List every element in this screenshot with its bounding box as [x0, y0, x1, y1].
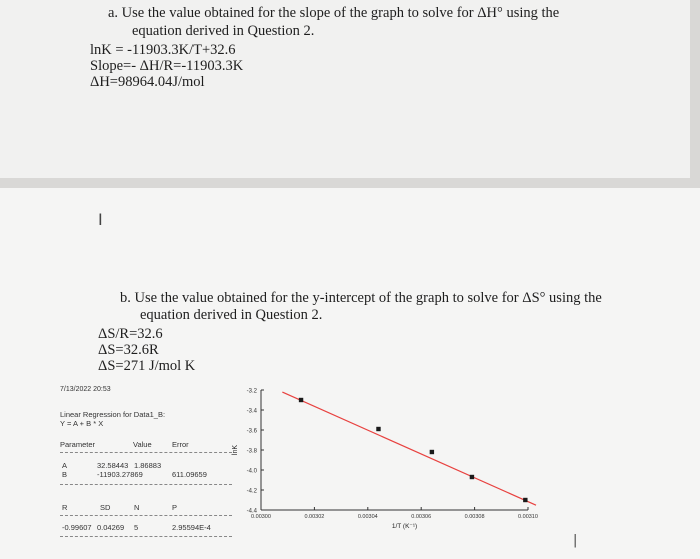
text-cursor-icon: I — [98, 210, 103, 229]
data-point — [430, 450, 434, 454]
row-b-error: 611.09659 — [172, 470, 207, 479]
part-b-question-line1: b. Use the value obtained for the y-intercept of the graph to solve for ΔS° using the — [120, 290, 602, 306]
regression-table1-divider — [60, 452, 232, 453]
x-tick-label: 0.00304 — [357, 514, 378, 520]
regression-header-n: N — [134, 503, 140, 512]
y-axis-label: lnK — [232, 444, 239, 456]
text-caret: | — [573, 533, 578, 548]
part-b-answer-line1: ΔS/R=32.6 — [98, 326, 163, 342]
data-point — [470, 475, 474, 479]
regression-timestamp: 7/13/2022 20:53 — [60, 386, 111, 393]
regression-header-r: R — [62, 503, 68, 512]
row-b-label: B — [62, 470, 68, 479]
x-axis-label: 1/T (K⁻¹) — [391, 523, 418, 530]
y-tick-label: -3.4 — [246, 408, 257, 415]
part-a-question-line2: equation derived in Question 2. — [132, 23, 315, 39]
part-b-answer-line2: ΔS=32.6R — [98, 342, 159, 358]
x-tick-label: 0.00300 — [251, 514, 271, 520]
data-point — [523, 498, 527, 502]
data-point — [299, 398, 303, 402]
part-a-answer-line2: Slope=- ΔH/R=-11903.3K — [90, 58, 244, 74]
regression-r-value: -0.99607 — [62, 523, 92, 532]
fit-line — [282, 392, 536, 505]
row-a-value: 32.58443 — [97, 461, 129, 470]
x-tick-label: 0.00310 — [518, 514, 538, 520]
part-a-question-line1: a. Use the value obtained for the slope of the graph to solve for ΔH° using the — [108, 5, 560, 21]
row-b-value: -11903.27869 — [97, 470, 143, 479]
regression-title: Linear Regression for Data1_B: — [60, 410, 166, 419]
y-tick-label: -4.2 — [246, 488, 257, 495]
x-tick-label: 0.00308 — [464, 514, 485, 520]
regression-p-value: 2.95594E-4 — [172, 523, 211, 532]
y-tick-label: -4.0 — [246, 468, 257, 475]
part-a-answer-line1: lnK = -11903.3K/T+32.6 — [90, 42, 236, 58]
row-a-label: A — [62, 461, 68, 470]
y-tick-label: -3.2 — [246, 388, 257, 395]
lnk-vs-inverse-t-chart — [228, 384, 538, 544]
data-point — [376, 427, 380, 431]
part-a-answer-line3: ΔH=98964.04J/mol — [90, 74, 205, 90]
row-a-error: 1.86883 — [134, 461, 162, 470]
part-b-answer-line3: ΔS=271 J/mol K — [98, 358, 196, 374]
x-tick-label: 0.00306 — [411, 514, 432, 520]
x-tick-label: 0.00302 — [304, 514, 325, 520]
regression-header-sd: SD — [100, 503, 111, 512]
regression-sd-value: 0.04269 — [97, 523, 125, 532]
y-tick-label: -3.6 — [246, 428, 257, 435]
page-bottom — [0, 188, 700, 559]
regression-table1-bottom — [60, 484, 232, 485]
regression-table2-divider — [60, 515, 232, 516]
part-b-question-line2: equation derived in Question 2. — [140, 307, 323, 323]
regression-header-p: P — [172, 503, 178, 512]
y-tick-label: -4.4 — [246, 508, 257, 515]
regression-header-error: Error — [172, 440, 189, 449]
y-tick-label: -3.8 — [246, 448, 257, 455]
regression-table2-bottom — [60, 536, 232, 537]
regression-header-parameter: Parameter — [60, 440, 96, 449]
page-top — [0, 0, 690, 178]
regression-header-value: Value — [133, 440, 152, 449]
regression-equation: Y = A + B * X — [60, 419, 104, 428]
regression-n-value: 5 — [134, 523, 139, 532]
